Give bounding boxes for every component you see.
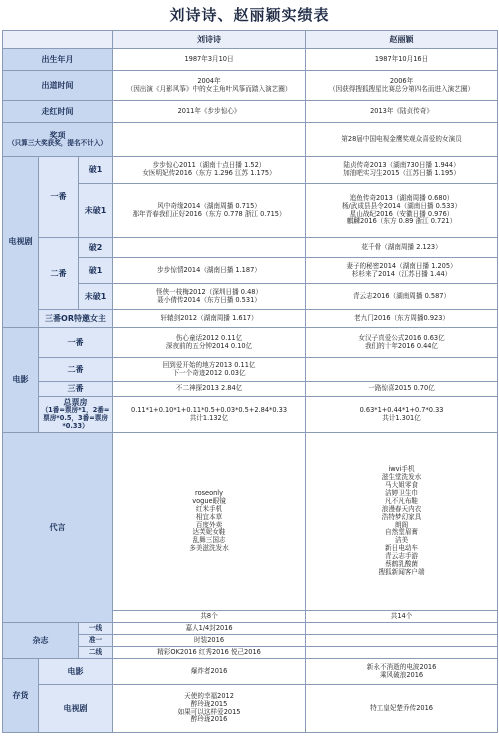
tv-triple-zhao: 老九门2016（东方周播0.923） (306, 310, 498, 328)
label-stock: 存货 (3, 659, 39, 733)
label-film: 电影 (3, 328, 39, 433)
label-film-two: 二番 (39, 358, 113, 382)
page (2, 0, 497, 733)
tv-first-break-liu: 步步惊心2011（湖南十点日播 1.52） 女医明妃传2016（东方 1.296 江苏 1.175） (113, 157, 306, 184)
film-three-liu: 不二神探2013 2.84亿 (113, 382, 306, 397)
tv-first-nobreak-liu: 风中奇缘2014（湖南周播 0.715） 那年青春我们正好2016（东方 0.778 浙江 0.715） (113, 184, 306, 238)
label-awards (3, 123, 113, 157)
stock-film-liu: 爆炸者2016 (113, 659, 306, 685)
mag-tier2-zhao (306, 647, 498, 659)
label-mag-quasi1: 准一 (79, 635, 113, 647)
label-awards-title: 奖项 (49, 130, 66, 140)
header-col-zhao: 赵丽颖 (306, 31, 498, 49)
label-tv-first: 一番 (39, 157, 79, 238)
label-tv-first-break: 破1 (79, 157, 113, 184)
row-debut (3, 71, 498, 101)
debut-liu: 2004年 （因出演《月影风筝》中的女主角叶风筝而踏入演艺圈） (113, 71, 306, 101)
birth-liu: 1987年3月10日 (113, 49, 306, 71)
row-tv-first-break (3, 157, 498, 184)
label-endorse: 代言 (3, 433, 113, 623)
label-tv-second-break: 破1 (79, 258, 113, 284)
tv-first-break-zhao: 陆贞传奇2013（湖南730日播 1.944） 加油吧实习生2015（江苏日播 1.195） (306, 157, 498, 184)
row-tv-triple (3, 310, 498, 328)
mag-tier1-zhao (306, 623, 498, 635)
mag-tier1-liu: 嘉人1/4封2016 (113, 623, 306, 635)
label-tv-second-nobreak: 未破1 (79, 284, 113, 310)
box-liu: 0.11*1+0.10*1+0.11*0.5+0.03*0.5+2.84*0.33 共计1.132亿 (113, 397, 306, 433)
label-magazine: 杂志 (3, 623, 79, 659)
film-two-zhao (306, 358, 498, 382)
row-film-one (3, 328, 498, 358)
tv-second-nobreak-zhao: 青云志2016（湖南周播 0.587） (306, 284, 498, 310)
row-endorse (3, 433, 498, 611)
label-tv-first-nobreak: 未破1 (79, 184, 113, 238)
row-film-two (3, 358, 498, 382)
label-awards-note: （只算三大奖获奖，提名不计入） (8, 139, 107, 148)
film-three-zhao: 一路惊喜2015 0.70亿 (306, 382, 498, 397)
endorse-liu: roseonly vogue眼镜 红米手机 相宜本草 百度外卖 达芙妮女鞋 乱舞三国志 多美滋洗发水 (113, 433, 306, 611)
label-film-three: 三番 (39, 382, 113, 397)
row-stock-film (3, 659, 498, 685)
mag-quasi1-zhao (306, 635, 498, 647)
tv-second-break-zhao: 妻子的秘密2014（湖南日播 1.205） 杉杉来了2014（江苏日播 1.44） (306, 258, 498, 284)
row-awards (3, 123, 498, 157)
fame-liu: 2011年《步步惊心》 (113, 101, 306, 123)
fame-zhao: 2013年《陆贞传奇》 (306, 101, 498, 123)
label-fame: 走红时间 (3, 101, 113, 123)
label-tv-triple: 三番OR特邀女主 (39, 310, 113, 328)
label-tv: 电视剧 (3, 157, 39, 328)
row-tv-second-break2 (3, 238, 498, 258)
awards-liu (113, 123, 306, 157)
mag-tier2-liu: 精彩OK2016 红秀2016 悦己2016 (113, 647, 306, 659)
page-title: 刘诗诗、赵丽颖实绩表 (169, 6, 330, 24)
tv-second-break2-liu (113, 238, 306, 258)
box-zhao: 0.63*1+0.44*1+0.7*0.33 共计1.301亿 (306, 397, 498, 433)
tv-triple-liu: 轩辕剑2012（湖南周播 1.617） (113, 310, 306, 328)
comparison-table (2, 30, 498, 733)
label-box-title: 总票房 (63, 397, 88, 407)
label-stock-film: 电影 (39, 659, 113, 685)
label-film-one: 一番 (39, 328, 113, 358)
debut-zhao: 2006年 （因获得搜狐搜星比赛总分第四名而进入演艺圈） (306, 71, 498, 101)
label-birth: 出生年月 (3, 49, 113, 71)
row-birth (3, 49, 498, 71)
tv-second-nobreak-liu: 怪侠一枝梅2012（深圳日播 0.48） 聂小倩传2014（东方日播 0.531） (113, 284, 306, 310)
stock-film-zhao: 新永不消逝的电波2016 乘风破浪2016 (306, 659, 498, 685)
header-row (3, 31, 498, 49)
label-mag-tier2: 二线 (79, 647, 113, 659)
label-box-note: （1番=票房*1，2番=票房*0.5，3番=票房*0.33） (41, 406, 110, 431)
row-fame (3, 101, 498, 123)
mag-quasi1-liu: 时装2016 (113, 635, 306, 647)
awards-zhao: 第28届中国电视金鹰奖观众喜爱的女演员 (306, 123, 498, 157)
header-blank (3, 31, 113, 49)
birth-zhao: 1987年10月16日 (306, 49, 498, 71)
stock-tv-liu: 天使的幸福2012 醉玲珑2015 如果可以这样爱2015 醉玲珑2016 (113, 685, 306, 733)
label-mag-tier1: 一线 (79, 623, 113, 635)
row-mag-tier1 (3, 623, 498, 635)
tv-first-nobreak-zhao: 追鱼传奇2013（湖南周播 0.680） 杨/武成县县令2014（湖南日播 0.533） 星山战纪2016（安徽日播 0.976） 麒麟2016（东方 0.89 浙江 0.721） (306, 184, 498, 238)
label-stock-tv: 电视剧 (39, 685, 113, 733)
tv-second-break-liu: 步步惊情2014（湖南日播 1.187） (113, 258, 306, 284)
endorse-total-liu: 共8个 (113, 611, 306, 623)
film-one-liu: 伤心童话2012 0.11亿 深夜前的五分钟2014 0.10亿 (113, 328, 306, 358)
film-one-zhao: 女汉子真爱公式2016 0.63亿 我们的十年2016 0.44亿 (306, 328, 498, 358)
film-two-liu: 回到爱开始的地方2013 0.11亿 下一个奇迹2012 0.03亿 (113, 358, 306, 382)
header-col-liu: 刘诗诗 (113, 31, 306, 49)
label-tv-second-break2: 破2 (79, 238, 113, 258)
row-film-three (3, 382, 498, 397)
stock-tv-zhao: 特工皇妃楚乔传2016 (306, 685, 498, 733)
endorse-zhao: iwvi手机 滋生堂洗发水 马大姐零食 洁婷卫生巾 凡不凡布鞋 浪漫春天内衣 浩特梦幻家具 朗阁 自然堂眉膏 洁美 新日电动车 青云志手游 蔡鹤乳酸菌 搜狐新闻客户端 (306, 433, 498, 611)
tv-second-break2-zhao: 花千骨（湖南周播 2.123） (306, 238, 498, 258)
label-debut: 出道时间 (3, 71, 113, 101)
endorse-total-zhao: 共14个 (306, 611, 498, 623)
label-tv-second: 二番 (39, 238, 79, 310)
row-box-office (3, 397, 498, 433)
row-stock-tv (3, 685, 498, 733)
label-box (39, 397, 113, 433)
